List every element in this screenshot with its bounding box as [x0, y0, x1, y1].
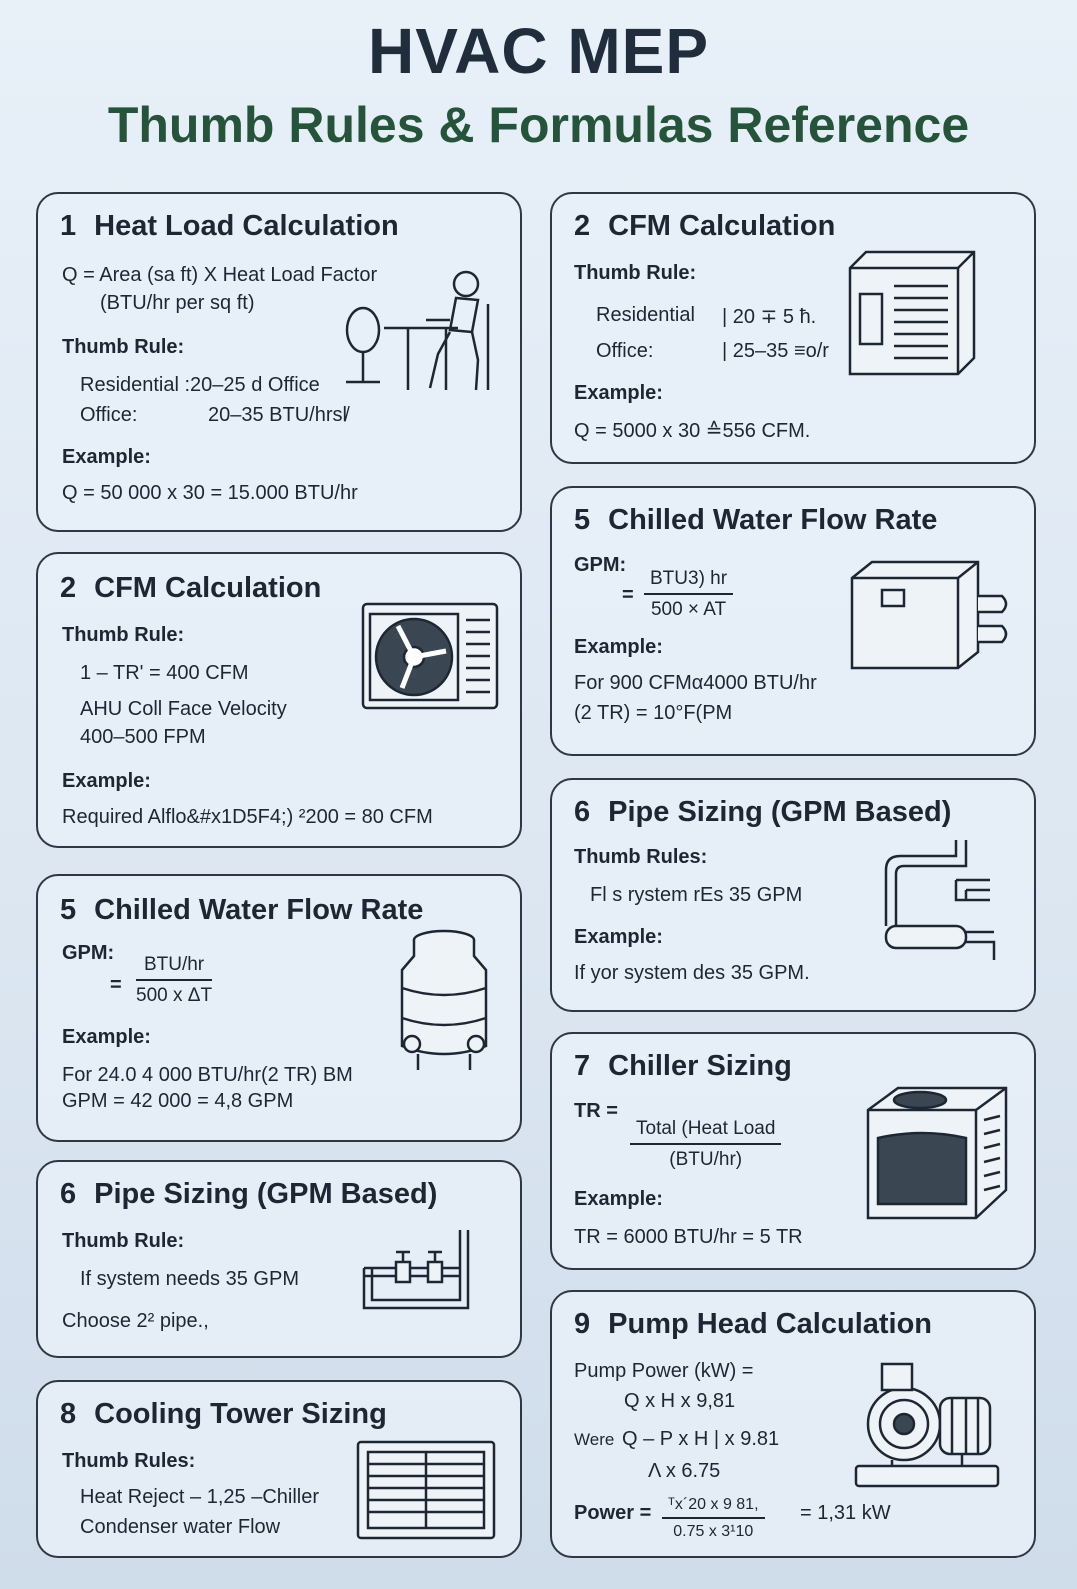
chiller-sizing-card	[550, 1032, 1036, 1270]
fraction-denominator: 500 x ΔT	[136, 985, 213, 1006]
pipe-sizing-right-rule-label: Thumb Rules:	[574, 846, 708, 868]
chilled-water-example-line-1: For 24.0 4 000 BTU/hr(2 TR) BM	[62, 1064, 353, 1086]
cooling-tower-title	[60, 1398, 387, 1431]
chilled-water-right-gpm-label: GPM:	[574, 554, 627, 576]
pipe-valve-icon	[356, 1224, 474, 1316]
heat-load-example: Q = 50 000 x 30 = 15.000 BTU/hr	[62, 482, 358, 504]
card-number: 8	[60, 1398, 77, 1430]
pump-formula-line: Q x H x 9,81	[624, 1390, 736, 1412]
pump-power-fraction	[662, 1496, 765, 1541]
heat-load-card	[36, 192, 522, 532]
cfm-calculation-title	[60, 572, 321, 605]
heat-load-residential: Residential :20–25 d Office	[80, 374, 320, 396]
pipe-bend-icon	[872, 836, 1002, 966]
card-title-text: Pipe Sizing (GPM Based)	[94, 1178, 438, 1210]
rooftop-chiller-icon	[862, 1080, 1012, 1228]
chilled-water-right-example-label: Example:	[574, 636, 663, 658]
card-number: 7	[574, 1050, 591, 1082]
chiller-unit-icon	[846, 556, 1016, 676]
fraction-numerator: Total (Heat Load	[630, 1118, 781, 1145]
chiller-tr-label: TR =	[574, 1100, 618, 1122]
pipe-sizing-rule-label: Thumb Rule:	[62, 1230, 185, 1252]
heat-load-office-label: Office:	[80, 404, 138, 426]
fraction-denominator: (BTU/hr)	[669, 1149, 743, 1170]
heat-load-example-label: Example:	[62, 446, 151, 468]
card-title-text: Chilled Water Flow Rate	[608, 504, 938, 536]
pipe-sizing-right-title	[574, 796, 951, 829]
card-title-text: Pipe Sizing (GPM Based)	[608, 796, 952, 828]
pump-head-card	[550, 1290, 1036, 1558]
card-title-text: Pump Head Calculation	[608, 1308, 933, 1340]
centrifugal-pump-icon	[852, 1354, 1002, 1494]
chilled-water-example-label: Example:	[62, 1026, 151, 1048]
chilled-water-right-fraction	[644, 568, 733, 621]
cfm-right-example: Q = 5000 x 30 ≙556 CFM.	[574, 420, 811, 442]
office-value-text: 25–35 ≡o/r	[732, 340, 829, 362]
cfm-rule-line-1: 1 – TR' = 400 CFM	[80, 662, 249, 684]
page-title: HVAC MEP	[367, 15, 710, 87]
pump-power-label: Pump Power (kW) =	[574, 1360, 754, 1382]
chilled-water-right-card	[550, 486, 1036, 756]
pipe-sizing-line-1: If system needs 35 GPM	[80, 1268, 299, 1290]
pump-where-label: Were	[574, 1430, 615, 1449]
chiller-fraction	[630, 1118, 781, 1171]
fraction-numerator: BTU3) hr	[644, 568, 733, 595]
cfm-example: Required Alflo&#x1D5F4;) ²200 = 80 CFM	[62, 806, 433, 828]
card-title-text: Cooling Tower Sizing	[94, 1398, 387, 1430]
card-number: 2	[60, 572, 77, 604]
chilled-water-fraction	[136, 954, 212, 1007]
cfm-rule-label: Thumb Rule:	[62, 624, 185, 646]
chiller-example-label: Example:	[574, 1188, 663, 1210]
water-tank-icon	[388, 928, 500, 1078]
chilled-water-gpm-label: GPM:	[62, 942, 115, 964]
cooling-tower-icon	[354, 1438, 498, 1542]
card-title-text: CFM Calculation	[608, 210, 836, 242]
heat-load-formula-line-2: (BTU/hr per sq ft)	[100, 292, 255, 314]
pump-efficiency-line: Λ x 6.75	[648, 1460, 721, 1482]
heat-load-office-value: 20–35 BTU/hrsl̸	[208, 404, 347, 426]
card-number: 9	[574, 1308, 591, 1340]
ahu-cabinet-icon	[842, 246, 982, 378]
card-number: 6	[574, 796, 591, 828]
cfm-right-residential-value: | 20 ∓ 5 ħ.	[722, 306, 817, 328]
chilled-water-card	[36, 874, 522, 1142]
card-number: 1	[60, 210, 77, 242]
pump-power-result-label: Power =	[574, 1502, 652, 1524]
page-subtitle: Thumb Rules & Formulas Reference	[107, 97, 970, 153]
fraction-denominator: 0.75 x 3¹10	[673, 1523, 754, 1540]
pipe-sizing-right-example-label: Example:	[574, 926, 663, 948]
pipe-sizing-right-line-1: Fl s rystem rEs 35 GPM	[590, 884, 803, 906]
pump-power-result: = 1,31 kW	[800, 1502, 891, 1524]
card-number: 5	[574, 504, 591, 536]
cooling-tower-rule-label: Thumb Rules:	[62, 1450, 196, 1472]
pipe-sizing-right-example: If yor system des 35 GPM.	[574, 962, 810, 984]
card-title-text: CFM Calculation	[94, 572, 322, 604]
cfm-calculation-right-card	[550, 192, 1036, 464]
chilled-water-title	[60, 894, 423, 927]
chiller-sizing-title	[574, 1050, 792, 1083]
card-number: 5	[60, 894, 77, 926]
fraction-numerator: BTU/hr	[136, 954, 212, 981]
cfm-right-office-value: | 25–35 ≡o/r	[722, 340, 829, 362]
cfm-right-office-label: Office:	[596, 340, 654, 362]
outdoor-condenser-icon	[358, 596, 508, 718]
card-title-text: Chiller Sizing	[608, 1050, 792, 1082]
chilled-water-example-line-2: GPM = 42 000 = 4,8 GPM	[62, 1090, 294, 1112]
pump-where-formula: Q – P x H | x 9.81	[622, 1428, 780, 1450]
card-title-text: Chilled Water Flow Rate	[94, 894, 424, 926]
cooling-tower-line-1: Heat Reject – 1,25 –Chiller	[80, 1486, 320, 1508]
pipe-sizing-title	[60, 1178, 437, 1211]
card-number: 2	[574, 210, 591, 242]
pump-head-title	[574, 1308, 932, 1341]
card-number: 6	[60, 1178, 77, 1210]
chilled-water-right-example-line-2: (2 TR) = 10°F(PM	[574, 702, 733, 724]
heat-load-formula-line-1: Q = Area (sa ft) X Heat Load Factor	[62, 264, 378, 286]
fraction-denominator: 500 × AT	[650, 599, 727, 620]
heat-load-title	[60, 210, 399, 243]
cfm-rule-line-2: AHU Coll Face Velocity	[80, 698, 287, 720]
residential-value-text: 20 ∓ 5 ħ.	[732, 306, 817, 328]
cfm-right-rule-label: Thumb Rule:	[574, 262, 697, 284]
cooling-tower-card	[36, 1380, 522, 1558]
fraction-numerator: ᵀx´20 x 9 81,	[662, 1496, 765, 1519]
cfm-example-label: Example:	[62, 770, 151, 792]
chilled-water-right-title	[574, 504, 937, 537]
cfm-rule-line-3: 400–500 FPM	[80, 726, 206, 748]
card-title-text: Heat Load Calculation	[94, 210, 399, 242]
pipe-sizing-card	[36, 1160, 522, 1358]
chilled-water-equals: =	[110, 974, 122, 996]
cfm-calculation-card	[36, 552, 522, 848]
cfm-right-title	[574, 210, 835, 243]
pipe-sizing-line-2: Choose 2² pipe.,	[62, 1310, 209, 1332]
chilled-water-right-equals: =	[622, 584, 634, 606]
chilled-water-right-example-line-1: For 900 CFMα4000 BTU/hr	[574, 672, 817, 694]
cooling-tower-line-2: Condenser water Flow	[80, 1516, 281, 1538]
cfm-right-residential-label: Residential	[596, 304, 695, 326]
chiller-example: TR = 6000 BTU/hr = 5 TR	[574, 1226, 803, 1248]
cfm-right-example-label: Example:	[574, 382, 663, 404]
heat-load-rule-label: Thumb Rule:	[62, 336, 185, 358]
pipe-sizing-right-card	[550, 778, 1036, 1012]
person-at-desk-icon	[338, 270, 498, 400]
